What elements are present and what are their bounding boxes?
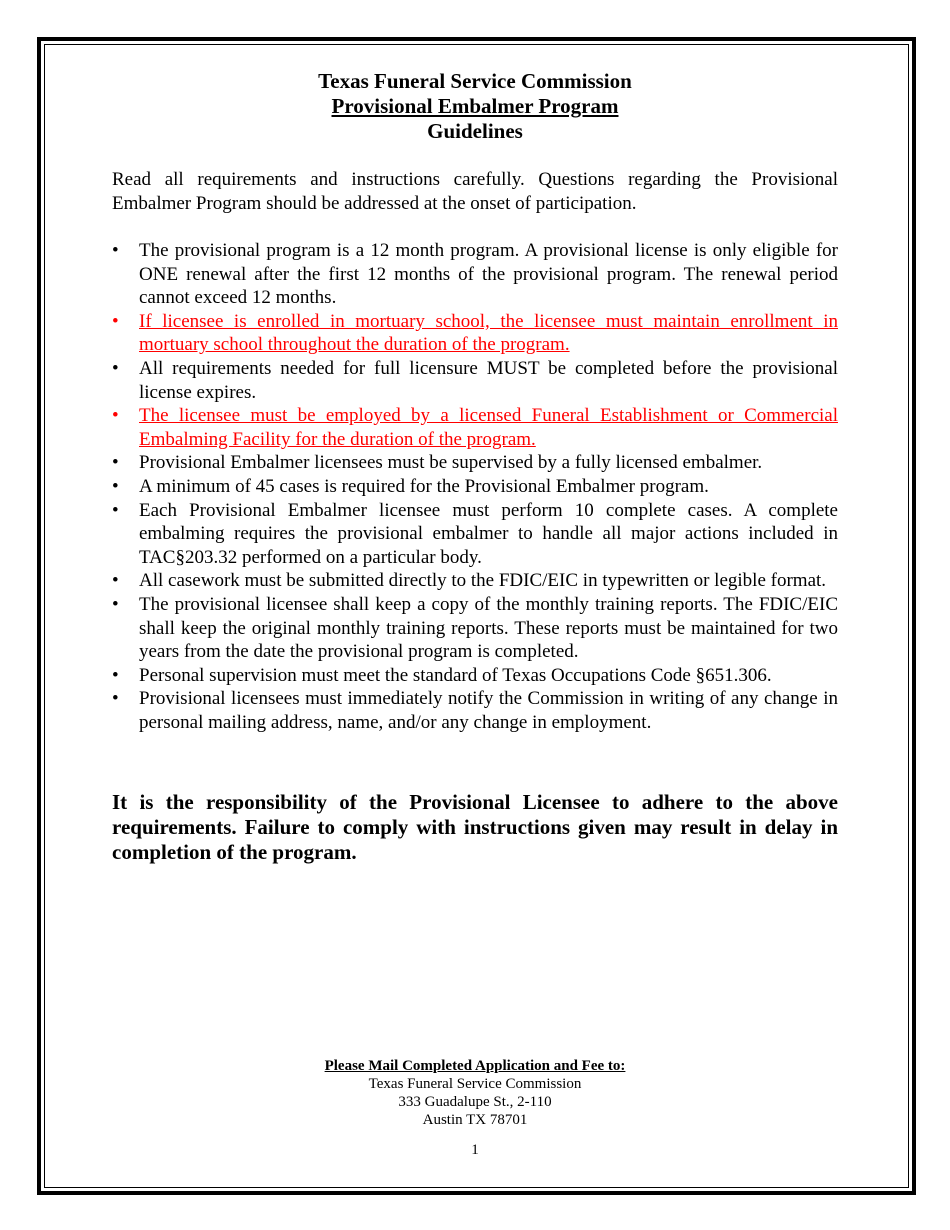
requirement-text: The provisional licensee shall keep a copy of the monthly training reports. The FDIC/EIC shall keep the original monthly training reports. These reports must be maintained for two years from the date the provisional program is completed. [139,593,838,663]
address-line: Texas Funeral Service Commission [368,1076,582,1092]
requirement-item [112,569,838,593]
address-line: Austin TX 78701 [422,1112,528,1128]
requirement-text: Personal supervision must meet the standard of Texas Occupations Code §651.306. [139,664,772,686]
bullet-icon: • [112,357,119,379]
document-body [112,69,838,886]
intro-paragraph: Read all requirements and instructions carefully. Questions regarding the Provisional Embalmer Program should be addressed at the onset of participation. [112,169,838,214]
requirement-item [112,475,838,499]
responsibility-statement: It is the responsibility of the Provisional Licensee to adhere to the above requirements. Failure to comply with instructions given may result in delay in completion of the program. [112,790,838,865]
bullet-icon: • [112,405,119,427]
requirement-item-highlighted [112,404,838,451]
requirement-text: If licensee is enrolled in mortuary school, the licensee must maintain enrollment in mortuary school throughout the duration of the program. [139,310,838,356]
bullet-icon: • [112,240,119,261]
bullet-icon: • [112,688,119,710]
bullet-icon: • [112,499,119,521]
requirement-text: The licensee must be employed by a licensed Funeral Establishment or Commercial Embalming Facility for the duration of the program. [139,405,838,450]
requirement-item [112,593,838,664]
requirement-text: All requirements needed for full licensure MUST be completed before the provisional license expires. [139,357,838,403]
requirement-text: All casework must be submitted directly to the FDIC/EIC in typewritten or legible format. [139,570,827,592]
bullet-icon: • [112,452,119,474]
mailing-instructions [0,1057,950,1129]
requirement-text: A minimum of 45 cases is required for the Provisional Embalmer program. [139,475,709,497]
bullet-icon: • [112,593,119,615]
mail-heading: Please Mail Completed Application and Fee to: [324,1058,626,1074]
requirement-item-highlighted [112,310,838,357]
bullet-icon: • [112,570,119,592]
requirement-item [112,664,838,688]
requirement-text: Provisional Embalmer licensees must be supervised by a fully licensed embalmer. [139,452,763,474]
requirement-item [112,499,838,570]
requirements-list [112,239,838,734]
requirement-item [112,239,838,310]
address-line: 333 Guadalupe St., 2-110 [398,1094,552,1110]
bullet-icon: • [112,475,119,497]
document-subtitle: Guidelines [427,119,523,143]
requirement-text: Each Provisional Embalmer licensee must perform 10 complete cases. A complete embalming requires the provisional embalmer to handle all major actions included in TAC§203.32 performed on a particular body. [139,499,838,568]
bullet-icon: • [112,664,119,686]
requirement-text: The provisional program is a 12 month program. A provisional license is only eligible for ONE renewal after the first 12 months of the provisional program. The renewal period cannot exceed 12 months. [139,240,838,309]
page-number: 1 [471,1142,479,1158]
requirement-text: Provisional licensees must immediately notify the Commission in writing of any change in personal mailing address, name, and/or any change in employment. [139,688,838,733]
organization-name: Texas Funeral Service Commission [318,69,632,93]
requirement-item [112,451,838,475]
requirement-item [112,687,838,734]
bullet-icon: • [112,310,119,332]
program-title: Provisional Embalmer Program [331,94,619,118]
document-title [112,69,838,144]
requirement-item [112,357,838,404]
